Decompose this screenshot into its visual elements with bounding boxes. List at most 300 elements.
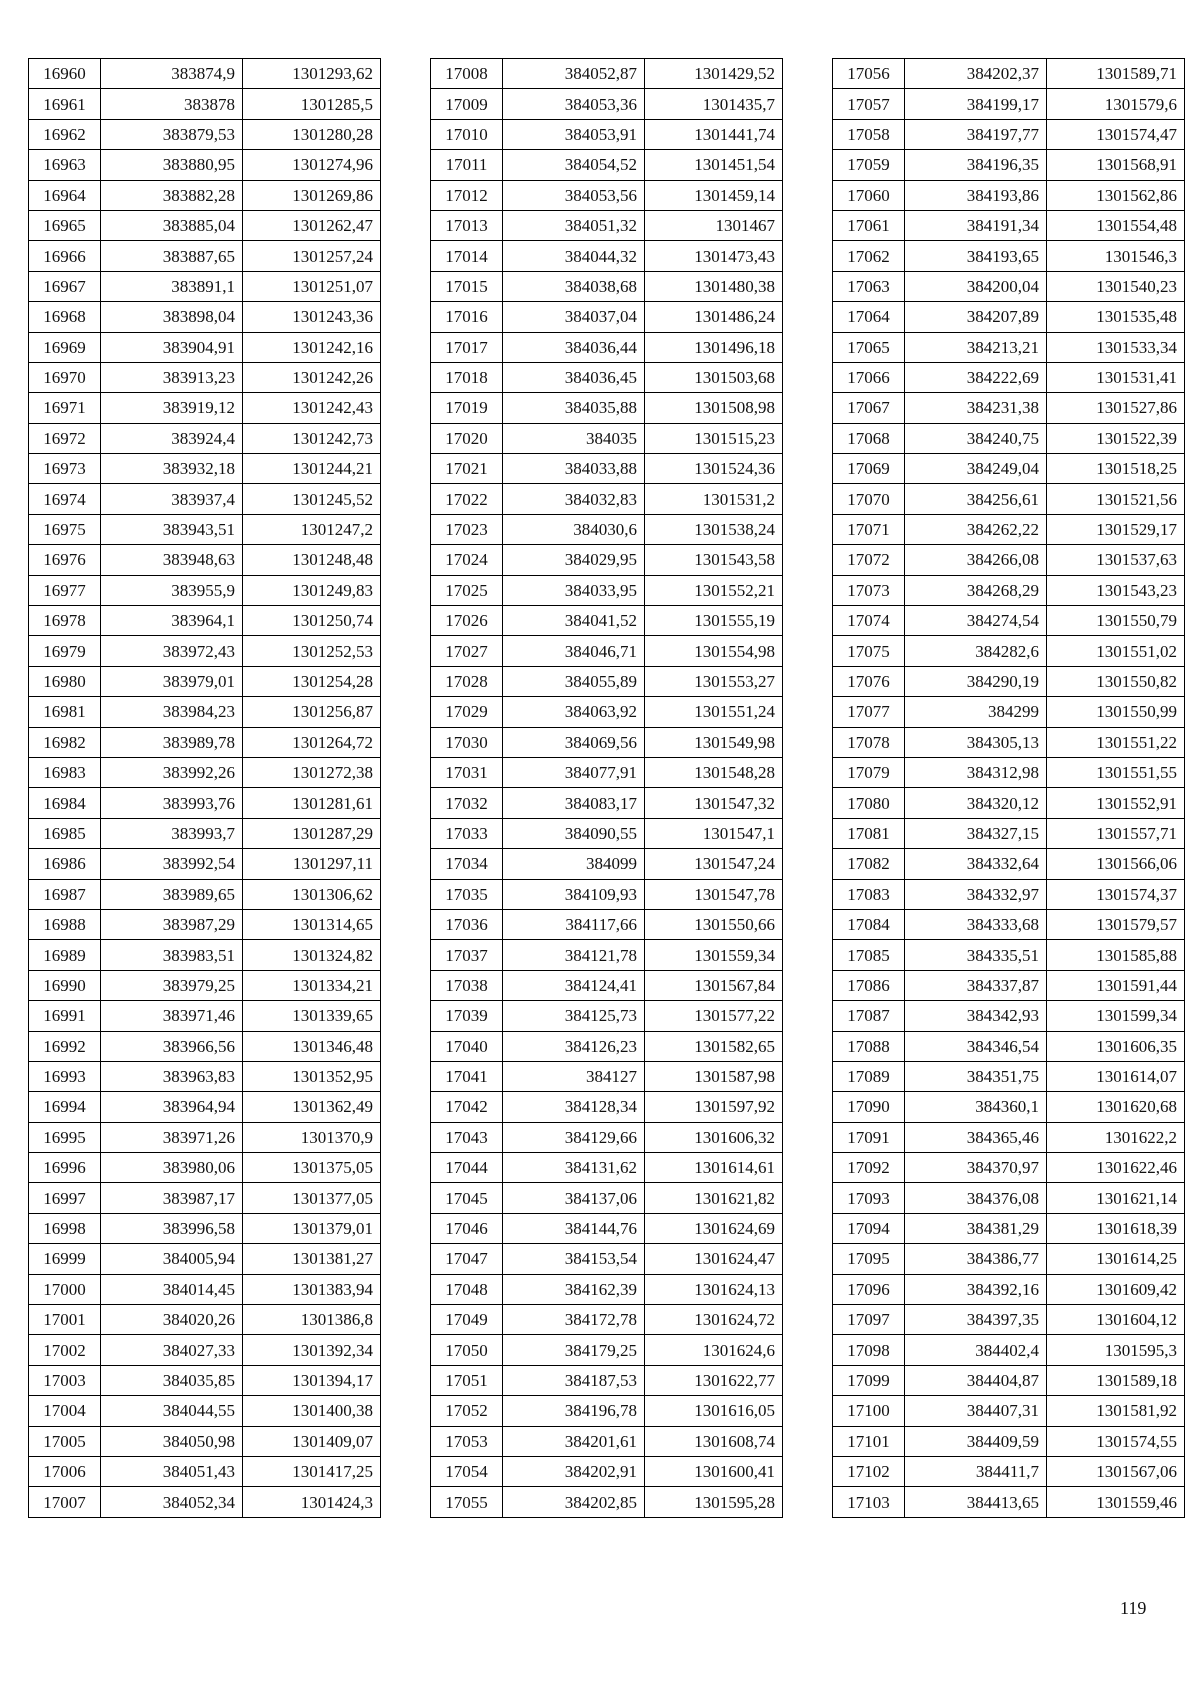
point-number-cell: 17080 xyxy=(833,788,905,818)
x-coordinate-cell: 384411,7 xyxy=(905,1456,1047,1486)
table-row xyxy=(29,1456,381,1486)
y-coordinate-cell: 1301508,98 xyxy=(645,393,783,423)
x-coordinate-cell: 384337,87 xyxy=(905,970,1047,1000)
point-number-cell: 17018 xyxy=(431,362,503,392)
point-number-cell: 17061 xyxy=(833,210,905,240)
table-row xyxy=(29,1365,381,1395)
y-coordinate-cell: 1301324,82 xyxy=(243,940,381,970)
x-coordinate-cell: 384196,35 xyxy=(905,150,1047,180)
point-number-cell: 16979 xyxy=(29,636,101,666)
y-coordinate-cell: 1301566,06 xyxy=(1047,849,1185,879)
x-coordinate-cell: 384365,46 xyxy=(905,1122,1047,1152)
table-row xyxy=(833,697,1185,727)
x-coordinate-cell: 383971,26 xyxy=(101,1122,243,1152)
table-row xyxy=(833,1365,1185,1395)
point-number-cell: 17004 xyxy=(29,1396,101,1426)
table-row xyxy=(431,818,783,848)
x-coordinate-cell: 384033,88 xyxy=(503,454,645,484)
x-coordinate-cell: 383891,1 xyxy=(101,271,243,301)
point-number-cell: 17057 xyxy=(833,89,905,119)
table-row xyxy=(431,393,783,423)
point-number-cell: 17077 xyxy=(833,697,905,727)
point-number-cell: 17019 xyxy=(431,393,503,423)
point-number-cell: 17051 xyxy=(431,1365,503,1395)
point-number-cell: 17043 xyxy=(431,1122,503,1152)
table-row xyxy=(431,1305,783,1335)
y-coordinate-cell: 1301550,66 xyxy=(645,909,783,939)
point-number-cell: 17074 xyxy=(833,606,905,636)
y-coordinate-cell: 1301548,28 xyxy=(645,757,783,787)
x-coordinate-cell: 384036,45 xyxy=(503,362,645,392)
table-row xyxy=(833,1396,1185,1426)
table-row xyxy=(833,59,1185,89)
y-coordinate-cell: 1301522,39 xyxy=(1047,423,1185,453)
y-coordinate-cell: 1301547,1 xyxy=(645,818,783,848)
x-coordinate-cell: 384231,38 xyxy=(905,393,1047,423)
point-number-cell: 16960 xyxy=(29,59,101,89)
y-coordinate-cell: 1301394,17 xyxy=(243,1365,381,1395)
table-row xyxy=(431,119,783,149)
coordinates-table-1 xyxy=(28,58,381,1518)
point-number-cell: 17022 xyxy=(431,484,503,514)
x-coordinate-cell: 383972,43 xyxy=(101,636,243,666)
x-coordinate-cell: 383989,65 xyxy=(101,879,243,909)
y-coordinate-cell: 1301616,05 xyxy=(645,1396,783,1426)
y-coordinate-cell: 1301579,6 xyxy=(1047,89,1185,119)
point-number-cell: 16973 xyxy=(29,454,101,484)
point-number-cell: 17075 xyxy=(833,636,905,666)
y-coordinate-cell: 1301551,02 xyxy=(1047,636,1185,666)
x-coordinate-cell: 383874,9 xyxy=(101,59,243,89)
y-coordinate-cell: 1301551,55 xyxy=(1047,757,1185,787)
x-coordinate-cell: 384320,12 xyxy=(905,788,1047,818)
x-coordinate-cell: 383932,18 xyxy=(101,454,243,484)
point-number-cell: 17047 xyxy=(431,1244,503,1274)
x-coordinate-cell: 384392,16 xyxy=(905,1274,1047,1304)
y-coordinate-cell: 1301480,38 xyxy=(645,271,783,301)
point-number-cell: 17095 xyxy=(833,1244,905,1274)
table-row xyxy=(29,697,381,727)
point-number-cell: 17094 xyxy=(833,1213,905,1243)
table-row xyxy=(29,636,381,666)
table-row xyxy=(29,727,381,757)
y-coordinate-cell: 1301250,74 xyxy=(243,606,381,636)
point-number-cell: 16967 xyxy=(29,271,101,301)
y-coordinate-cell: 1301622,46 xyxy=(1047,1153,1185,1183)
point-number-cell: 16985 xyxy=(29,818,101,848)
table-row xyxy=(29,575,381,605)
x-coordinate-cell: 384256,61 xyxy=(905,484,1047,514)
table-row xyxy=(833,362,1185,392)
point-number-cell: 17053 xyxy=(431,1426,503,1456)
x-coordinate-cell: 384333,68 xyxy=(905,909,1047,939)
point-number-cell: 17073 xyxy=(833,575,905,605)
point-number-cell: 17024 xyxy=(431,545,503,575)
table-row xyxy=(431,362,783,392)
table-row xyxy=(29,393,381,423)
y-coordinate-cell: 1301614,61 xyxy=(645,1153,783,1183)
x-coordinate-cell: 383963,83 xyxy=(101,1061,243,1091)
point-number-cell: 17084 xyxy=(833,909,905,939)
y-coordinate-cell: 1301591,44 xyxy=(1047,970,1185,1000)
table-row xyxy=(833,1061,1185,1091)
table-row xyxy=(833,545,1185,575)
y-coordinate-cell: 1301608,74 xyxy=(645,1426,783,1456)
table-row xyxy=(29,302,381,332)
point-number-cell: 17017 xyxy=(431,332,503,362)
x-coordinate-cell: 384162,39 xyxy=(503,1274,645,1304)
y-coordinate-cell: 1301242,16 xyxy=(243,332,381,362)
point-number-cell: 17012 xyxy=(431,180,503,210)
y-coordinate-cell: 1301618,39 xyxy=(1047,1213,1185,1243)
point-number-cell: 16980 xyxy=(29,666,101,696)
y-coordinate-cell: 1301606,35 xyxy=(1047,1031,1185,1061)
y-coordinate-cell: 1301579,57 xyxy=(1047,909,1185,939)
x-coordinate-cell: 383996,58 xyxy=(101,1213,243,1243)
x-coordinate-cell: 383898,04 xyxy=(101,302,243,332)
x-coordinate-cell: 384035,85 xyxy=(101,1365,243,1395)
x-coordinate-cell: 384052,34 xyxy=(101,1487,243,1517)
y-coordinate-cell: 1301538,24 xyxy=(645,514,783,544)
table-row xyxy=(833,180,1185,210)
y-coordinate-cell: 1301441,74 xyxy=(645,119,783,149)
point-number-cell: 17001 xyxy=(29,1305,101,1335)
coordinates-table-3 xyxy=(832,58,1185,1518)
point-number-cell: 17032 xyxy=(431,788,503,818)
y-coordinate-cell: 1301287,29 xyxy=(243,818,381,848)
table-row xyxy=(431,423,783,453)
point-number-cell: 17083 xyxy=(833,879,905,909)
x-coordinate-cell: 383992,54 xyxy=(101,849,243,879)
table-row xyxy=(431,636,783,666)
x-coordinate-cell: 384055,89 xyxy=(503,666,645,696)
point-number-cell: 17069 xyxy=(833,454,905,484)
page-number: 119 xyxy=(1120,1598,1147,1618)
point-number-cell: 17011 xyxy=(431,150,503,180)
y-coordinate-cell: 1301281,61 xyxy=(243,788,381,818)
x-coordinate-cell: 384005,94 xyxy=(101,1244,243,1274)
table-row xyxy=(431,545,783,575)
point-number-cell: 17014 xyxy=(431,241,503,271)
y-coordinate-cell: 1301244,21 xyxy=(243,454,381,484)
point-number-cell: 17029 xyxy=(431,697,503,727)
y-coordinate-cell: 1301582,65 xyxy=(645,1031,783,1061)
table-row xyxy=(431,1456,783,1486)
y-coordinate-cell: 1301285,5 xyxy=(243,89,381,119)
y-coordinate-cell: 1301386,8 xyxy=(243,1305,381,1335)
x-coordinate-cell: 384222,69 xyxy=(905,362,1047,392)
table-row xyxy=(431,1122,783,1152)
table-row xyxy=(29,1061,381,1091)
y-coordinate-cell: 1301537,63 xyxy=(1047,545,1185,575)
x-coordinate-cell: 383979,01 xyxy=(101,666,243,696)
x-coordinate-cell: 384029,95 xyxy=(503,545,645,575)
y-coordinate-cell: 1301622,77 xyxy=(645,1365,783,1395)
table-row xyxy=(431,1183,783,1213)
point-number-cell: 17058 xyxy=(833,119,905,149)
y-coordinate-cell: 1301400,38 xyxy=(243,1396,381,1426)
x-coordinate-cell: 384332,64 xyxy=(905,849,1047,879)
point-number-cell: 17009 xyxy=(431,89,503,119)
x-coordinate-cell: 383919,12 xyxy=(101,393,243,423)
point-number-cell: 17063 xyxy=(833,271,905,301)
y-coordinate-cell: 1301242,43 xyxy=(243,393,381,423)
x-coordinate-cell: 383885,04 xyxy=(101,210,243,240)
table-row xyxy=(833,1183,1185,1213)
table-row xyxy=(431,1365,783,1395)
y-coordinate-cell: 1301551,24 xyxy=(645,697,783,727)
x-coordinate-cell: 384187,53 xyxy=(503,1365,645,1395)
table-row xyxy=(431,332,783,362)
y-coordinate-cell: 1301417,25 xyxy=(243,1456,381,1486)
y-coordinate-cell: 1301503,68 xyxy=(645,362,783,392)
y-coordinate-cell: 1301362,49 xyxy=(243,1092,381,1122)
point-number-cell: 16990 xyxy=(29,970,101,1000)
table-row xyxy=(29,1031,381,1061)
x-coordinate-cell: 384397,35 xyxy=(905,1305,1047,1335)
y-coordinate-cell: 1301243,36 xyxy=(243,302,381,332)
x-coordinate-cell: 384360,1 xyxy=(905,1092,1047,1122)
x-coordinate-cell: 383983,51 xyxy=(101,940,243,970)
point-number-cell: 16976 xyxy=(29,545,101,575)
table-row xyxy=(431,879,783,909)
table-row xyxy=(833,757,1185,787)
table-row xyxy=(431,1061,783,1091)
table-row xyxy=(431,514,783,544)
y-coordinate-cell: 1301546,3 xyxy=(1047,241,1185,271)
x-coordinate-cell: 384332,97 xyxy=(905,879,1047,909)
table-row xyxy=(833,1335,1185,1365)
y-coordinate-cell: 1301352,95 xyxy=(243,1061,381,1091)
y-coordinate-cell: 1301527,86 xyxy=(1047,393,1185,423)
table-row xyxy=(833,150,1185,180)
point-number-cell: 17035 xyxy=(431,879,503,909)
point-number-cell: 17065 xyxy=(833,332,905,362)
table-row xyxy=(431,1092,783,1122)
table-row xyxy=(431,697,783,727)
y-coordinate-cell: 1301242,73 xyxy=(243,423,381,453)
x-coordinate-cell: 384213,21 xyxy=(905,332,1047,362)
y-coordinate-cell: 1301543,23 xyxy=(1047,575,1185,605)
table-row xyxy=(29,332,381,362)
y-coordinate-cell: 1301451,54 xyxy=(645,150,783,180)
point-number-cell: 16988 xyxy=(29,909,101,939)
x-coordinate-cell: 384282,6 xyxy=(905,636,1047,666)
point-number-cell: 17097 xyxy=(833,1305,905,1335)
table-row xyxy=(833,1244,1185,1274)
y-coordinate-cell: 1301555,19 xyxy=(645,606,783,636)
y-coordinate-cell: 1301614,07 xyxy=(1047,1061,1185,1091)
y-coordinate-cell: 1301574,55 xyxy=(1047,1426,1185,1456)
x-coordinate-cell: 384249,04 xyxy=(905,454,1047,484)
point-number-cell: 17049 xyxy=(431,1305,503,1335)
y-coordinate-cell: 1301297,11 xyxy=(243,849,381,879)
x-coordinate-cell: 384044,55 xyxy=(101,1396,243,1426)
point-number-cell: 17090 xyxy=(833,1092,905,1122)
x-coordinate-cell: 384030,6 xyxy=(503,514,645,544)
table-row xyxy=(431,180,783,210)
point-number-cell: 17005 xyxy=(29,1426,101,1456)
point-number-cell: 17013 xyxy=(431,210,503,240)
table-row xyxy=(29,666,381,696)
table-row xyxy=(29,271,381,301)
point-number-cell: 16986 xyxy=(29,849,101,879)
x-coordinate-cell: 384191,34 xyxy=(905,210,1047,240)
y-coordinate-cell: 1301577,22 xyxy=(645,1001,783,1031)
table-row xyxy=(833,1213,1185,1243)
table-row xyxy=(833,1001,1185,1031)
table-row xyxy=(29,1001,381,1031)
y-coordinate-cell: 1301547,78 xyxy=(645,879,783,909)
point-number-cell: 16972 xyxy=(29,423,101,453)
table-row xyxy=(833,940,1185,970)
point-number-cell: 17040 xyxy=(431,1031,503,1061)
x-coordinate-cell: 384053,91 xyxy=(503,119,645,149)
y-coordinate-cell: 1301614,25 xyxy=(1047,1244,1185,1274)
y-coordinate-cell: 1301247,2 xyxy=(243,514,381,544)
y-coordinate-cell: 1301606,32 xyxy=(645,1122,783,1152)
point-number-cell: 16963 xyxy=(29,150,101,180)
x-coordinate-cell: 383913,23 xyxy=(101,362,243,392)
table-row xyxy=(431,1487,783,1517)
table-row xyxy=(833,332,1185,362)
point-number-cell: 17048 xyxy=(431,1274,503,1304)
x-coordinate-cell: 384274,54 xyxy=(905,606,1047,636)
table-row xyxy=(431,909,783,939)
x-coordinate-cell: 384027,33 xyxy=(101,1335,243,1365)
point-number-cell: 16970 xyxy=(29,362,101,392)
table-row xyxy=(29,818,381,848)
x-coordinate-cell: 383904,91 xyxy=(101,332,243,362)
point-number-cell: 17078 xyxy=(833,727,905,757)
y-coordinate-cell: 1301424,3 xyxy=(243,1487,381,1517)
x-coordinate-cell: 384346,54 xyxy=(905,1031,1047,1061)
x-coordinate-cell: 384342,93 xyxy=(905,1001,1047,1031)
table-row xyxy=(431,606,783,636)
x-coordinate-cell: 383879,53 xyxy=(101,119,243,149)
y-coordinate-cell: 1301381,27 xyxy=(243,1244,381,1274)
point-number-cell: 17028 xyxy=(431,666,503,696)
table-row xyxy=(833,636,1185,666)
table-row xyxy=(833,727,1185,757)
y-coordinate-cell: 1301549,98 xyxy=(645,727,783,757)
point-number-cell: 17050 xyxy=(431,1335,503,1365)
table-row xyxy=(431,1213,783,1243)
x-coordinate-cell: 384196,78 xyxy=(503,1396,645,1426)
point-number-cell: 17089 xyxy=(833,1061,905,1091)
y-coordinate-cell: 1301531,41 xyxy=(1047,362,1185,392)
point-number-cell: 17037 xyxy=(431,940,503,970)
point-number-cell: 17092 xyxy=(833,1153,905,1183)
table-row xyxy=(29,150,381,180)
table-row xyxy=(833,909,1185,939)
point-number-cell: 16974 xyxy=(29,484,101,514)
y-coordinate-cell: 1301334,21 xyxy=(243,970,381,1000)
point-number-cell: 17062 xyxy=(833,241,905,271)
y-coordinate-cell: 1301559,34 xyxy=(645,940,783,970)
table-row xyxy=(29,514,381,544)
point-number-cell: 17052 xyxy=(431,1396,503,1426)
table-row xyxy=(833,1153,1185,1183)
x-coordinate-cell: 383882,28 xyxy=(101,180,243,210)
y-coordinate-cell: 1301269,86 xyxy=(243,180,381,210)
table-row xyxy=(431,241,783,271)
y-coordinate-cell: 1301392,34 xyxy=(243,1335,381,1365)
x-coordinate-cell: 384035,88 xyxy=(503,393,645,423)
table-row xyxy=(431,1396,783,1426)
y-coordinate-cell: 1301554,98 xyxy=(645,636,783,666)
point-number-cell: 16975 xyxy=(29,514,101,544)
point-number-cell: 17060 xyxy=(833,180,905,210)
x-coordinate-cell: 383987,17 xyxy=(101,1183,243,1213)
point-number-cell: 16962 xyxy=(29,119,101,149)
y-coordinate-cell: 1301595,3 xyxy=(1047,1335,1185,1365)
point-number-cell: 17098 xyxy=(833,1335,905,1365)
x-coordinate-cell: 383948,63 xyxy=(101,545,243,575)
point-number-cell: 17079 xyxy=(833,757,905,787)
x-coordinate-cell: 384207,89 xyxy=(905,302,1047,332)
y-coordinate-cell: 1301306,62 xyxy=(243,879,381,909)
y-coordinate-cell: 1301274,96 xyxy=(243,150,381,180)
x-coordinate-cell: 384201,61 xyxy=(503,1426,645,1456)
point-number-cell: 17101 xyxy=(833,1426,905,1456)
y-coordinate-cell: 1301581,92 xyxy=(1047,1396,1185,1426)
table-row xyxy=(431,788,783,818)
x-coordinate-cell: 383984,23 xyxy=(101,697,243,727)
x-coordinate-cell: 384413,65 xyxy=(905,1487,1047,1517)
y-coordinate-cell: 1301370,9 xyxy=(243,1122,381,1152)
y-coordinate-cell: 1301550,99 xyxy=(1047,697,1185,727)
x-coordinate-cell: 383979,25 xyxy=(101,970,243,1000)
point-number-cell: 17085 xyxy=(833,940,905,970)
x-coordinate-cell: 383964,1 xyxy=(101,606,243,636)
y-coordinate-cell: 1301249,83 xyxy=(243,575,381,605)
table-row xyxy=(29,454,381,484)
point-number-cell: 17010 xyxy=(431,119,503,149)
point-number-cell: 16977 xyxy=(29,575,101,605)
y-coordinate-cell: 1301587,98 xyxy=(645,1061,783,1091)
point-number-cell: 17025 xyxy=(431,575,503,605)
x-coordinate-cell: 384038,68 xyxy=(503,271,645,301)
table-row xyxy=(833,241,1185,271)
x-coordinate-cell: 384199,17 xyxy=(905,89,1047,119)
y-coordinate-cell: 1301409,07 xyxy=(243,1426,381,1456)
table-row xyxy=(431,302,783,332)
table-row xyxy=(29,545,381,575)
table-row xyxy=(833,1031,1185,1061)
y-coordinate-cell: 1301518,25 xyxy=(1047,454,1185,484)
point-number-cell: 16964 xyxy=(29,180,101,210)
table-row xyxy=(431,940,783,970)
y-coordinate-cell: 1301375,05 xyxy=(243,1153,381,1183)
table-row xyxy=(833,484,1185,514)
table-row xyxy=(833,818,1185,848)
table-row xyxy=(29,757,381,787)
x-coordinate-cell: 384402,4 xyxy=(905,1335,1047,1365)
table-row xyxy=(29,1426,381,1456)
x-coordinate-cell: 384129,66 xyxy=(503,1122,645,1152)
point-number-cell: 17034 xyxy=(431,849,503,879)
x-coordinate-cell: 384404,87 xyxy=(905,1365,1047,1395)
x-coordinate-cell: 384268,29 xyxy=(905,575,1047,605)
x-coordinate-cell: 384121,78 xyxy=(503,940,645,970)
x-coordinate-cell: 384202,91 xyxy=(503,1456,645,1486)
y-coordinate-cell: 1301568,91 xyxy=(1047,150,1185,180)
table-row xyxy=(29,1335,381,1365)
point-number-cell: 17068 xyxy=(833,423,905,453)
y-coordinate-cell: 1301379,01 xyxy=(243,1213,381,1243)
table-row xyxy=(29,59,381,89)
